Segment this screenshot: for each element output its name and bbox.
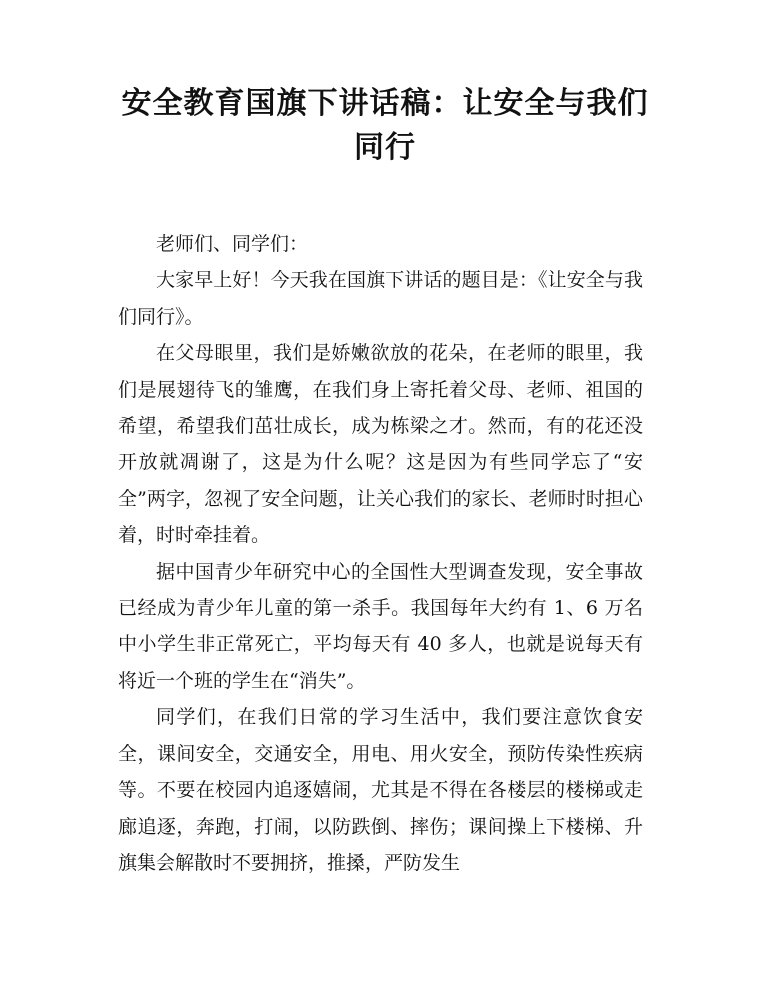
paragraph-safety-tips: 同学们，在我们日常的学习生活中，我们要注意饮食安全，课间安全，交通安全，用电、用火安全，预防传染性疾病等。不要在校园内追逐嬉闹，尤其是不得在各楼层的楼梯或走廊追逐，奔跑，打闹，以防跌倒、摔伤；课间操上下楼梯、升旗集会解散时不要拥挤，推搡，严防发生: [118, 706, 643, 874]
paragraph-flowers: 在父母眼里，我们是娇嫩欲放的花朵，在老师的眼里，我们是展翅待飞的雏鹰，在我们身上寄托着父母、老师、祖国的希望，希望我们茁壮成长，成为栋梁之才。然而，有的花还没开放就凋谢了，这是为什么呢？这是因为有些同学忘了“安全”两字，忽视了安全问题，让关心我们的家长、老师时时担心着，时时牵挂着。: [118, 342, 643, 547]
document-body: [118, 226, 643, 881]
document-title: 安全教育国旗下讲话稿：让安全与我们同行: [121, 86, 649, 165]
paragraph-survey: 据中国青少年研究中心的全国性大型调查发现，安全事故已经成为青少年儿童的第一杀手。我国每年大约有 1、6 万名中小学生非正常死亡，平均每天有 40 多人，也就是说每天有将近一个班的学生在“消失”。: [118, 560, 643, 692]
paragraph-greeting: 大家早上好！今天我在国旗下讲话的题目是：《让安全与我们同行》。: [118, 269, 643, 328]
salutation: 老师们、同学们：: [156, 233, 309, 255]
